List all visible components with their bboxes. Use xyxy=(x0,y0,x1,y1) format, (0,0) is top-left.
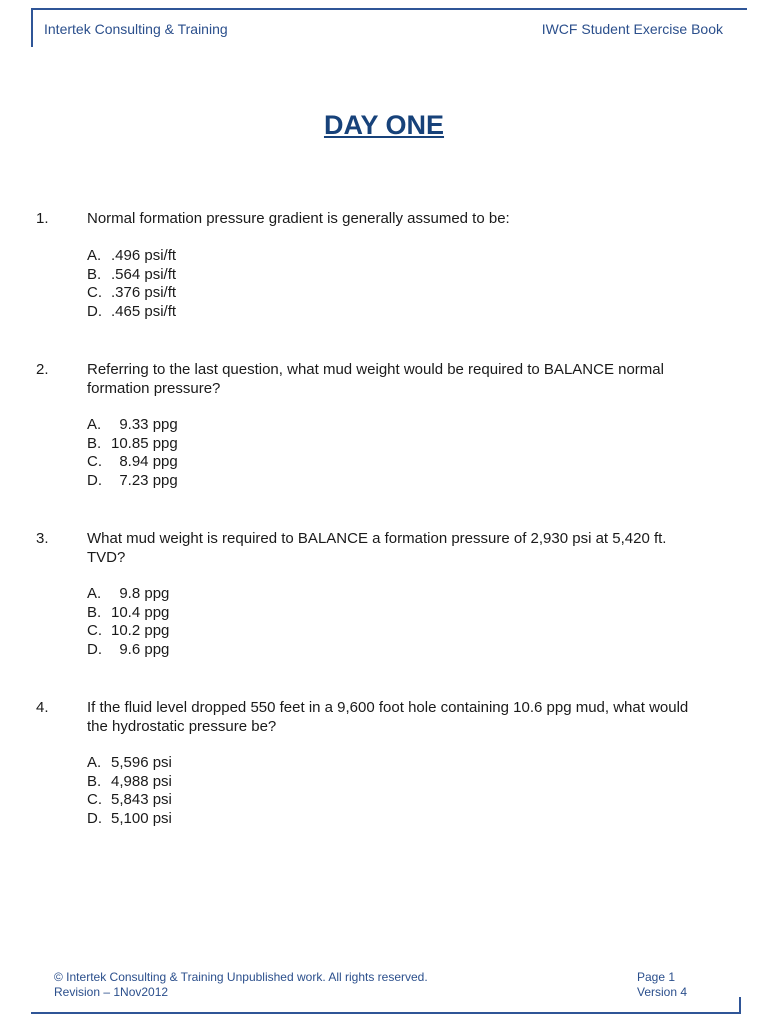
option-b: B. 10.4 ppg xyxy=(87,603,170,621)
question-number: 3. xyxy=(36,530,49,547)
option-d: D. .465 psi/ft xyxy=(87,303,177,321)
page-title: DAY ONE xyxy=(323,110,445,140)
option-list xyxy=(87,247,176,322)
question-text: If the fluid level dropped 550 feet in a 9,600 foot hole containing 10.6 ppg mud, what would the hydrostatic pressure be? xyxy=(87,699,689,735)
question-number: 4. xyxy=(36,699,49,716)
header-company: Intertek Consulting & Training xyxy=(44,21,228,37)
option-b: B. 4,988 psi xyxy=(87,772,172,790)
option-c: C. .376 psi/ft xyxy=(87,284,177,302)
question-text: Normal formation pressure gradient is generally assumed to be: xyxy=(87,210,510,227)
option-a: A. 9.8 ppg xyxy=(87,585,170,602)
question-text: What mud weight is required to BALANCE a formation pressure of 2,930 psi at 5,420 ft. TVD? xyxy=(87,530,667,566)
footer-left xyxy=(54,970,428,1000)
option-d: D. 7.23 ppg xyxy=(87,472,178,490)
option-c: C. 5,843 psi xyxy=(87,791,172,809)
option-b: B. .564 psi/ft xyxy=(87,265,177,283)
option-list xyxy=(87,416,178,491)
footer-right xyxy=(637,970,687,1000)
question-text: Referring to the last question, what mud weight would be required to BALANCE normal formation pressure? xyxy=(87,361,664,397)
option-c: C. 8.94 ppg xyxy=(87,453,178,471)
footer-copyright: © Intertek Consulting & Training Unpublished work. All rights reserved. xyxy=(54,970,428,984)
option-list xyxy=(87,585,169,660)
option-c: C. 10.2 ppg xyxy=(87,622,170,640)
footer-border xyxy=(31,997,741,1014)
option-d: D. 9.6 ppg xyxy=(87,641,170,659)
option-a: A. 5,596 psi xyxy=(87,754,172,771)
option-d: D. 5,100 psi xyxy=(87,810,172,828)
option-a: A. .496 psi/ft xyxy=(87,247,177,264)
footer-version: Version 4 xyxy=(637,985,688,999)
header-book-title: IWCF Student Exercise Book xyxy=(541,21,723,37)
question-number: 1. xyxy=(36,210,49,227)
question-number: 2. xyxy=(36,361,49,378)
footer-page-number: Page 1 xyxy=(637,970,676,984)
option-b: B. 10.85 ppg xyxy=(87,434,178,452)
footer-revision: Revision – 1Nov2012 xyxy=(54,985,169,999)
option-list xyxy=(87,754,172,829)
option-a: A. 9.33 ppg xyxy=(87,416,178,433)
